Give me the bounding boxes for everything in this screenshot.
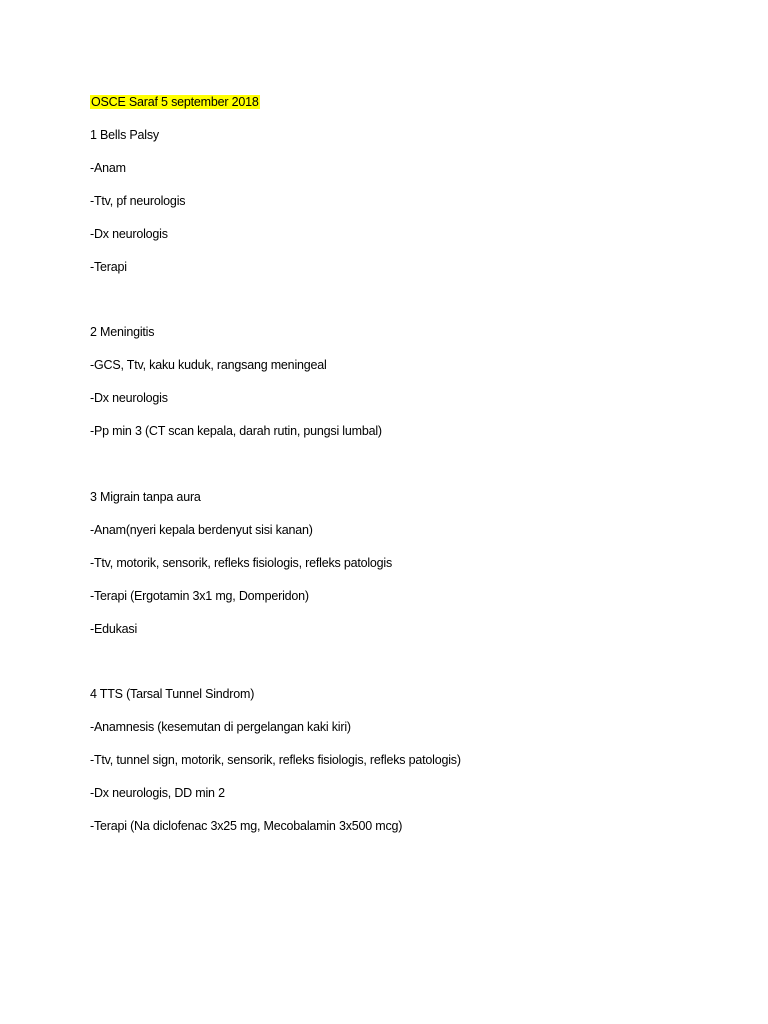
section-heading: 4 TTS (Tarsal Tunnel Sindrom) [90, 687, 255, 701]
list-item: -Terapi (Na diclofenac 3x25 mg, Mecobalamin 3x500 mcg) [90, 819, 403, 833]
section-heading: 2 Meningitis [90, 325, 155, 339]
list-item: -Pp min 3 (CT scan kepala, darah rutin, pungsi lumbal) [90, 424, 382, 438]
list-item: -Terapi (Ergotamin 3x1 mg, Domperidon) [90, 589, 309, 603]
list-item: -Dx neurologis, DD min 2 [90, 786, 225, 800]
list-item: -Ttv, tunnel sign, motorik, sensorik, refleks fisiologis, refleks patologis) [90, 753, 461, 767]
document-title [90, 94, 260, 110]
list-item: -Ttv, motorik, sensorik, refleks fisiologis, refleks patologis [90, 556, 393, 570]
list-item: -Anam [90, 161, 126, 175]
section-heading: 1 Bells Palsy [90, 128, 159, 142]
section-heading: 3 Migrain tanpa aura [90, 490, 201, 504]
list-item: -Anam(nyeri kepala berdenyut sisi kanan) [90, 523, 313, 537]
list-item: -Ttv, pf neurologis [90, 194, 186, 208]
title-highlight: OSCE Saraf 5 september 2018 [91, 95, 259, 109]
list-item: -GCS, Ttv, kaku kuduk, rangsang meningeal [90, 358, 327, 372]
list-item: -Edukasi [90, 622, 138, 636]
list-item: -Dx neurologis [90, 227, 168, 241]
list-item: -Terapi [90, 260, 127, 274]
list-item: -Dx neurologis [90, 391, 168, 405]
list-item: -Anamnesis (kesemutan di pergelangan kaki kiri) [90, 720, 351, 734]
